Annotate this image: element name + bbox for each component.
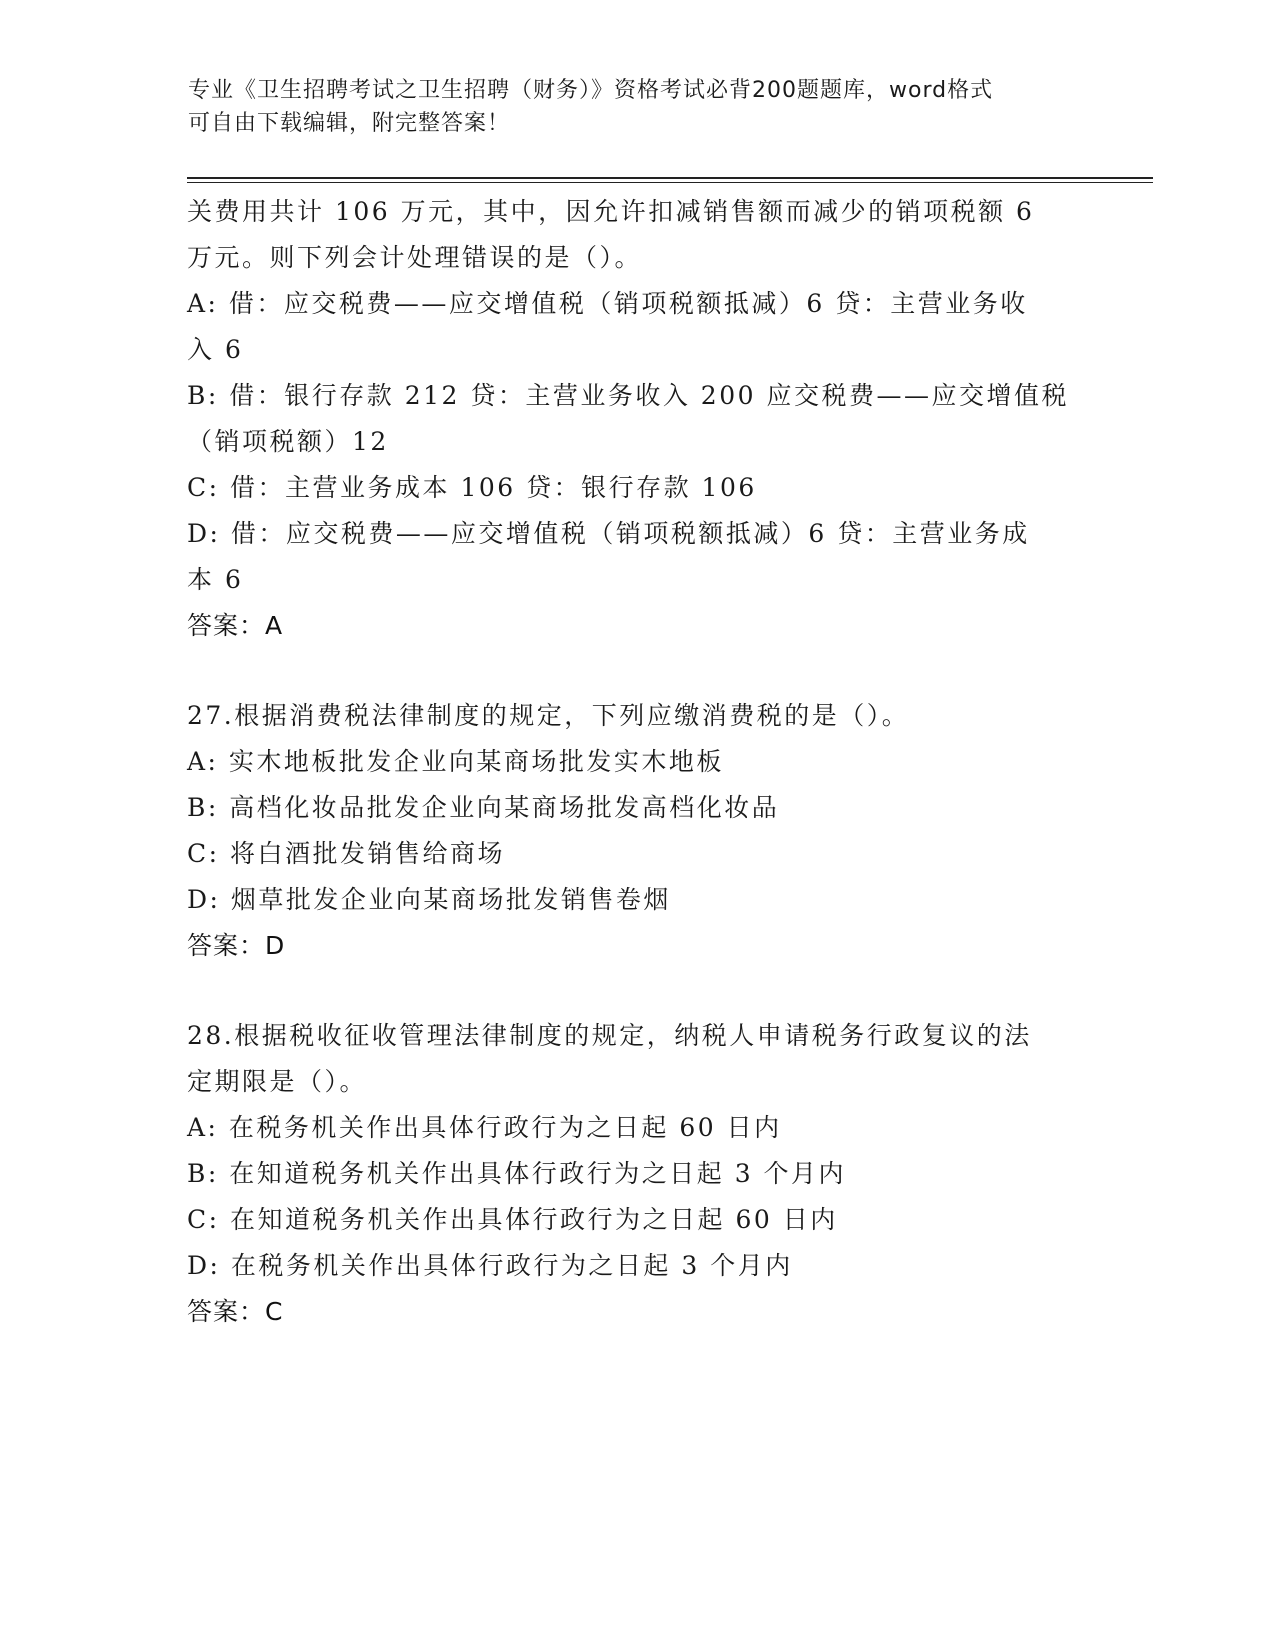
question-stem: 关费用共计 106 万元，其中，因允许扣减销售额而减少的销项税额 6	[187, 197, 1035, 226]
header-rule-thin	[187, 182, 1153, 183]
option-d: 本 6	[187, 565, 244, 594]
option-d: D: 在税务机关作出具体行政行为之日起 3 个月内	[187, 1251, 793, 1280]
question-27	[187, 693, 1087, 969]
option-a: A: 在税务机关作出具体行政行为之日起 60 日内	[187, 1113, 782, 1142]
header-line-1: 专业《卫生招聘考试之卫生招聘（财务）》资格考试必背200题题库，word格式	[188, 78, 994, 103]
question-list	[187, 189, 1087, 1335]
option-c: C: 将白酒批发销售给商场	[187, 839, 505, 868]
spacer	[187, 969, 1087, 1013]
option-b: B: 高档化妆品批发企业向某商场批发高档化妆品	[187, 793, 780, 822]
header-line-2: 可自由下载编辑，附完整答案！	[188, 111, 511, 136]
option-b: B: 借：银行存款 212 贷：主营业务收入 200 应交税费——应交增值税	[187, 381, 1069, 410]
option-d: D: 借：应交税费——应交增值税（销项税额抵减）6 贷：主营业务成	[187, 519, 1030, 548]
option-c: C: 在知道税务机关作出具体行政行为之日起 60 日内	[187, 1205, 838, 1234]
option-a: A: 实木地板批发企业向某商场批发实木地板	[187, 747, 724, 776]
option-a: A: 借：应交税费——应交增值税（销项税额抵减）6 贷：主营业务收	[187, 289, 1028, 318]
option-c: C: 借：主营业务成本 106 贷：银行存款 106	[187, 473, 757, 502]
answer-label: 答案：C	[187, 1297, 284, 1326]
answer-label: 答案：D	[187, 931, 286, 960]
question-stem: 28.根据税收征收管理法律制度的规定，纳税人申请税务行政复议的法	[187, 1021, 1032, 1050]
option-d: D: 烟草批发企业向某商场批发销售卷烟	[187, 885, 671, 914]
question-stem: 27.根据消费税法律制度的规定，下列应缴消费税的是（）。	[187, 701, 910, 730]
option-a: 入 6	[187, 335, 244, 364]
option-b: （销项税额）12	[187, 427, 389, 456]
header-rule-thick	[187, 177, 1153, 179]
answer-label: 答案：A	[187, 611, 284, 640]
question-26	[187, 189, 1087, 649]
question-stem: 定期限是（）。	[187, 1067, 368, 1096]
question-28	[187, 1013, 1087, 1335]
spacer	[187, 649, 1087, 693]
option-b: B: 在知道税务机关作出具体行政行为之日起 3 个月内	[187, 1159, 847, 1188]
document-header	[188, 74, 1088, 140]
question-stem: 万元。则下列会计处理错误的是（）。	[187, 243, 643, 272]
